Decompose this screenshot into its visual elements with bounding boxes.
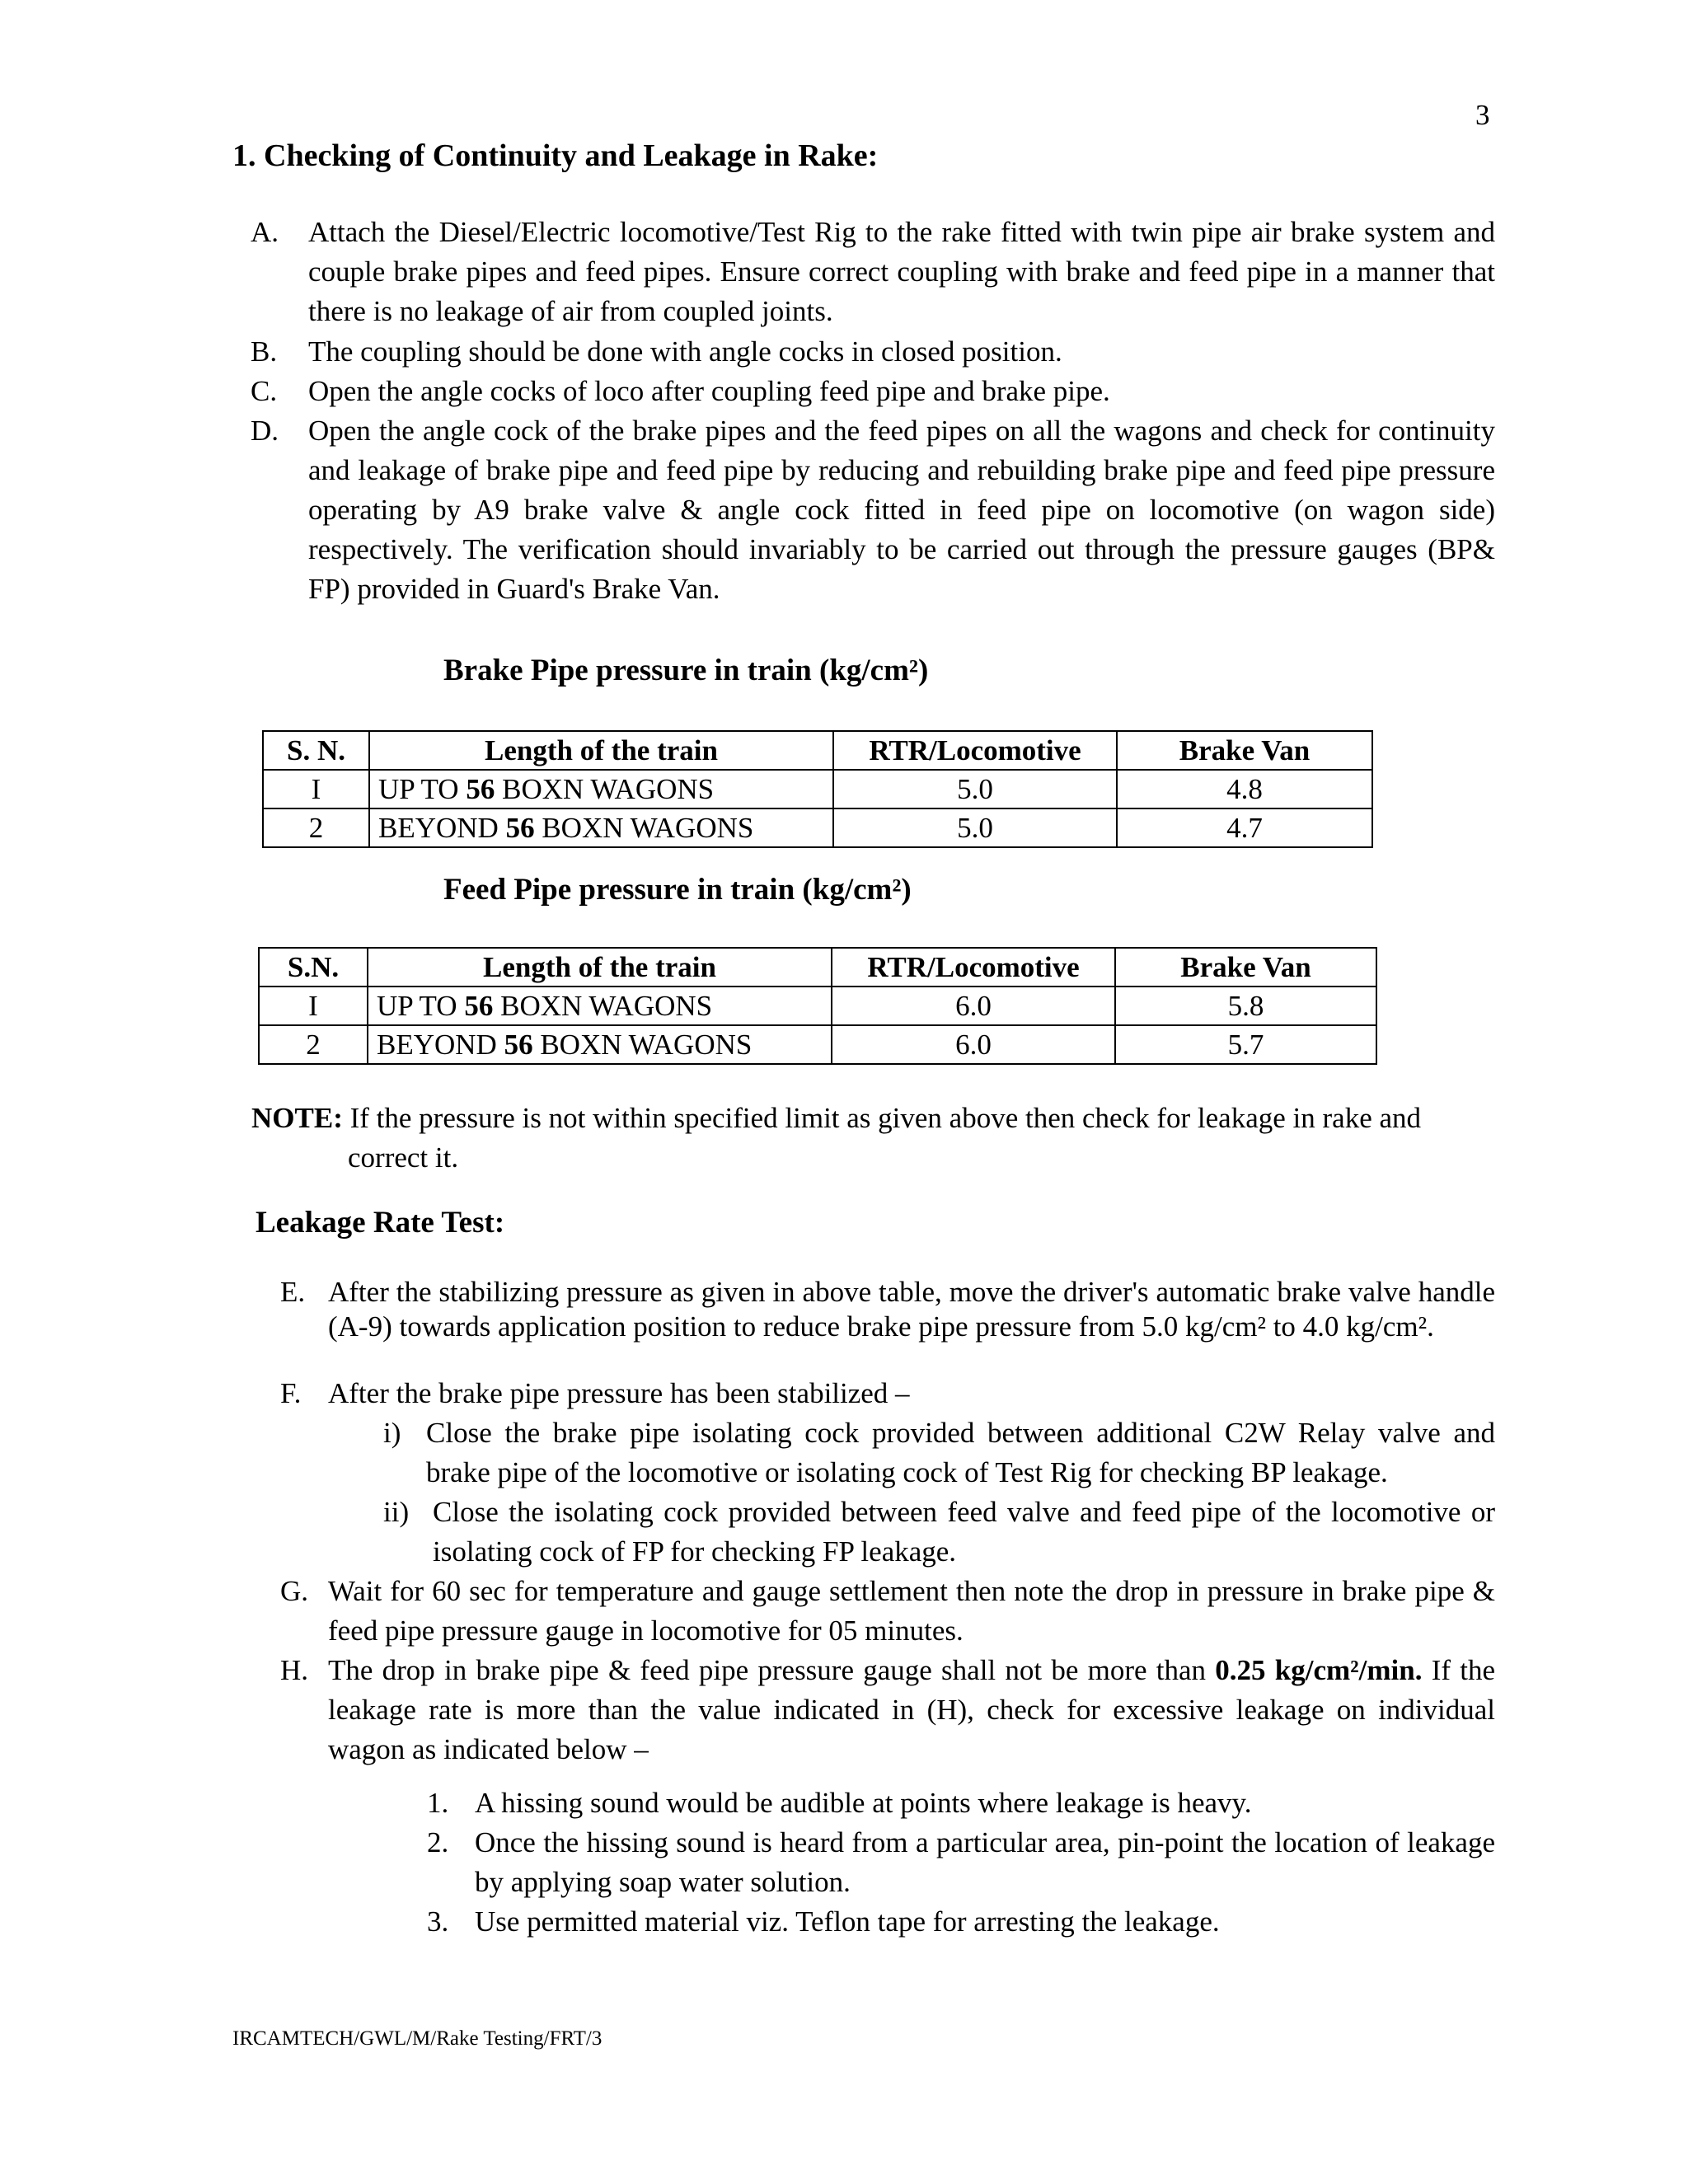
feed-pipe-table-title: Feed Pipe pressure in train (kg/cm²) <box>443 873 912 907</box>
cell-locomotive: 5.0 <box>833 808 1117 847</box>
cell-brake-van: 4.8 <box>1117 770 1372 808</box>
step-g <box>280 1572 1495 1651</box>
table-row <box>263 770 1372 808</box>
step-h <box>280 1651 1495 1769</box>
step-f <box>280 1374 1495 1413</box>
step-marker: H. <box>280 1654 309 1686</box>
table-header-row <box>263 731 1372 770</box>
header-brake-van: Brake Van <box>1117 731 1372 770</box>
substep-text: Close the isolating cock provided between feed valve and feed pipe of the locomotive or isolating cock of FP for checking FP leakage. <box>433 1496 1495 1568</box>
header-sn: S. N. <box>263 731 369 770</box>
cell-length: UP TO 56 BOXN WAGONS <box>368 987 832 1025</box>
cell-brake-van: 5.8 <box>1115 987 1376 1025</box>
check-text: A hissing sound would be audible at points where leakage is heavy. <box>475 1787 1252 1819</box>
check-marker: 1. <box>427 1787 449 1819</box>
check-marker: 2. <box>427 1826 449 1858</box>
step-b <box>251 332 1495 372</box>
note-line: correct it. <box>348 1141 459 1174</box>
cell-brake-van: 5.7 <box>1115 1025 1376 1064</box>
leakage-limit: 0.25 kg/cm²/min. <box>1215 1654 1423 1686</box>
cell-locomotive: 5.0 <box>833 770 1117 808</box>
cell-sn: I <box>263 770 369 808</box>
header-sn: S.N. <box>259 948 368 987</box>
substep-marker: i) <box>383 1417 401 1449</box>
page-number: 3 <box>1475 99 1490 131</box>
substep-i <box>383 1413 1495 1493</box>
table-header-row <box>259 948 1376 987</box>
header-length: Length of the train <box>368 948 832 987</box>
cell-length: UP TO 56 BOXN WAGONS <box>369 770 833 808</box>
step-text: Attach the Diesel/Electric locomotive/Test Rig to the rake fitted with twin pipe air brake system and couple brake pipes and feed pipes. Ensure correct coupling with brake and feed pipe in a manner that there is no leakage of air from coupled joints. <box>308 216 1495 327</box>
header-locomotive: RTR/Locomotive <box>832 948 1115 987</box>
cell-brake-van: 4.7 <box>1117 808 1372 847</box>
table-row <box>259 1025 1376 1064</box>
step-text: The drop in brake pipe & feed pipe pressure gauge shall not be more than 0.25 kg/cm²/min. If the leakage rate is more than the value indicated in (H), check for excessive leakage on individual wagon as indicated below – <box>328 1654 1495 1765</box>
table-row <box>259 987 1376 1025</box>
brake-pipe-table-title: Brake Pipe pressure in train (kg/cm²) <box>443 654 929 687</box>
step-text: After the brake pipe pressure has been stabilized – <box>328 1377 910 1409</box>
header-locomotive: RTR/Locomotive <box>833 731 1117 770</box>
substep-ii <box>383 1493 1495 1572</box>
cell-sn: 2 <box>263 808 369 847</box>
cell-length: BEYOND 56 BOXN WAGONS <box>369 808 833 847</box>
note-line: NOTE: If the pressure is not within specified limit as given above then check for leakage in rake and <box>251 1102 1422 1134</box>
step-marker: C. <box>251 375 278 407</box>
cell-locomotive: 6.0 <box>832 1025 1115 1064</box>
cell-length: BEYOND 56 BOXN WAGONS <box>368 1025 832 1064</box>
step-text: Open the angle cocks of loco after coupling feed pipe and brake pipe. <box>308 375 1110 407</box>
step-text: Open the angle cock of the brake pipes and the feed pipes on all the wagons and check for continuity and leakage of brake pipe and feed pipe by reducing and rebuilding brake pipe and feed pipe pressure operating by A9 brake valve & angle cock fitted in feed pipe on locomotive (on wagon side) respectively. The verification should invariably to be carried out through the pressure gauges (BP& FP) provided in Guard's Brake Van. <box>308 415 1495 605</box>
step-d <box>251 411 1495 609</box>
step-c <box>251 372 1495 411</box>
header-brake-van: Brake Van <box>1115 948 1376 987</box>
step-marker: D. <box>251 415 279 447</box>
cell-sn: 2 <box>259 1025 368 1064</box>
header-length: Length of the train <box>369 731 833 770</box>
check-text: Use permitted material viz. Teflon tape for arresting the leakage. <box>475 1905 1220 1938</box>
cell-sn: I <box>259 987 368 1025</box>
brake-pipe-pressure-table <box>262 730 1373 848</box>
section-title: 1. Checking of Continuity and Leakage in Rake: <box>232 138 879 173</box>
step-marker: F. <box>280 1377 302 1409</box>
document-reference-footer: IRCAMTECH/GWL/M/Rake Testing/FRT/3 <box>232 2027 603 2050</box>
step-marker: B. <box>251 335 278 368</box>
table-row <box>263 808 1372 847</box>
check-3 <box>427 1902 1495 1942</box>
note <box>251 1099 1496 1178</box>
step-marker: E. <box>280 1276 306 1308</box>
check-marker: 3. <box>427 1905 449 1938</box>
cell-locomotive: 6.0 <box>832 987 1115 1025</box>
check-text: Once the hissing sound is heard from a particular area, pin-point the location of leakage by applying soap water solution. <box>475 1826 1495 1898</box>
substep-text: Close the brake pipe isolating cock provided between additional C2W Relay valve and brake pipe of the locomotive or isolating cock of Test Rig for checking BP leakage. <box>426 1417 1495 1488</box>
substep-marker: ii) <box>383 1496 410 1528</box>
step-e <box>280 1275 1495 1344</box>
step-a <box>251 213 1495 331</box>
check-1 <box>427 1783 1495 1823</box>
step-text: Wait for 60 sec for temperature and gauge settlement then note the drop in pressure in brake pipe & feed pipe pressure gauge in locomotive for 05 minutes. <box>328 1575 1495 1647</box>
feed-pipe-pressure-table <box>258 947 1377 1065</box>
step-text: After the stabilizing pressure as given in above table, move the driver's automatic brake valve handle (A-9) towards application position to reduce brake pipe pressure from 5.0 kg/cm² to 4.0 kg/cm². <box>328 1276 1495 1343</box>
check-2 <box>427 1823 1495 1902</box>
note-label: NOTE: <box>251 1102 343 1134</box>
step-marker: G. <box>280 1575 309 1607</box>
step-text: The coupling should be done with angle cocks in closed position. <box>308 335 1062 368</box>
step-marker: A. <box>251 216 279 248</box>
leakage-rate-heading: Leakage Rate Test: <box>256 1206 505 1240</box>
